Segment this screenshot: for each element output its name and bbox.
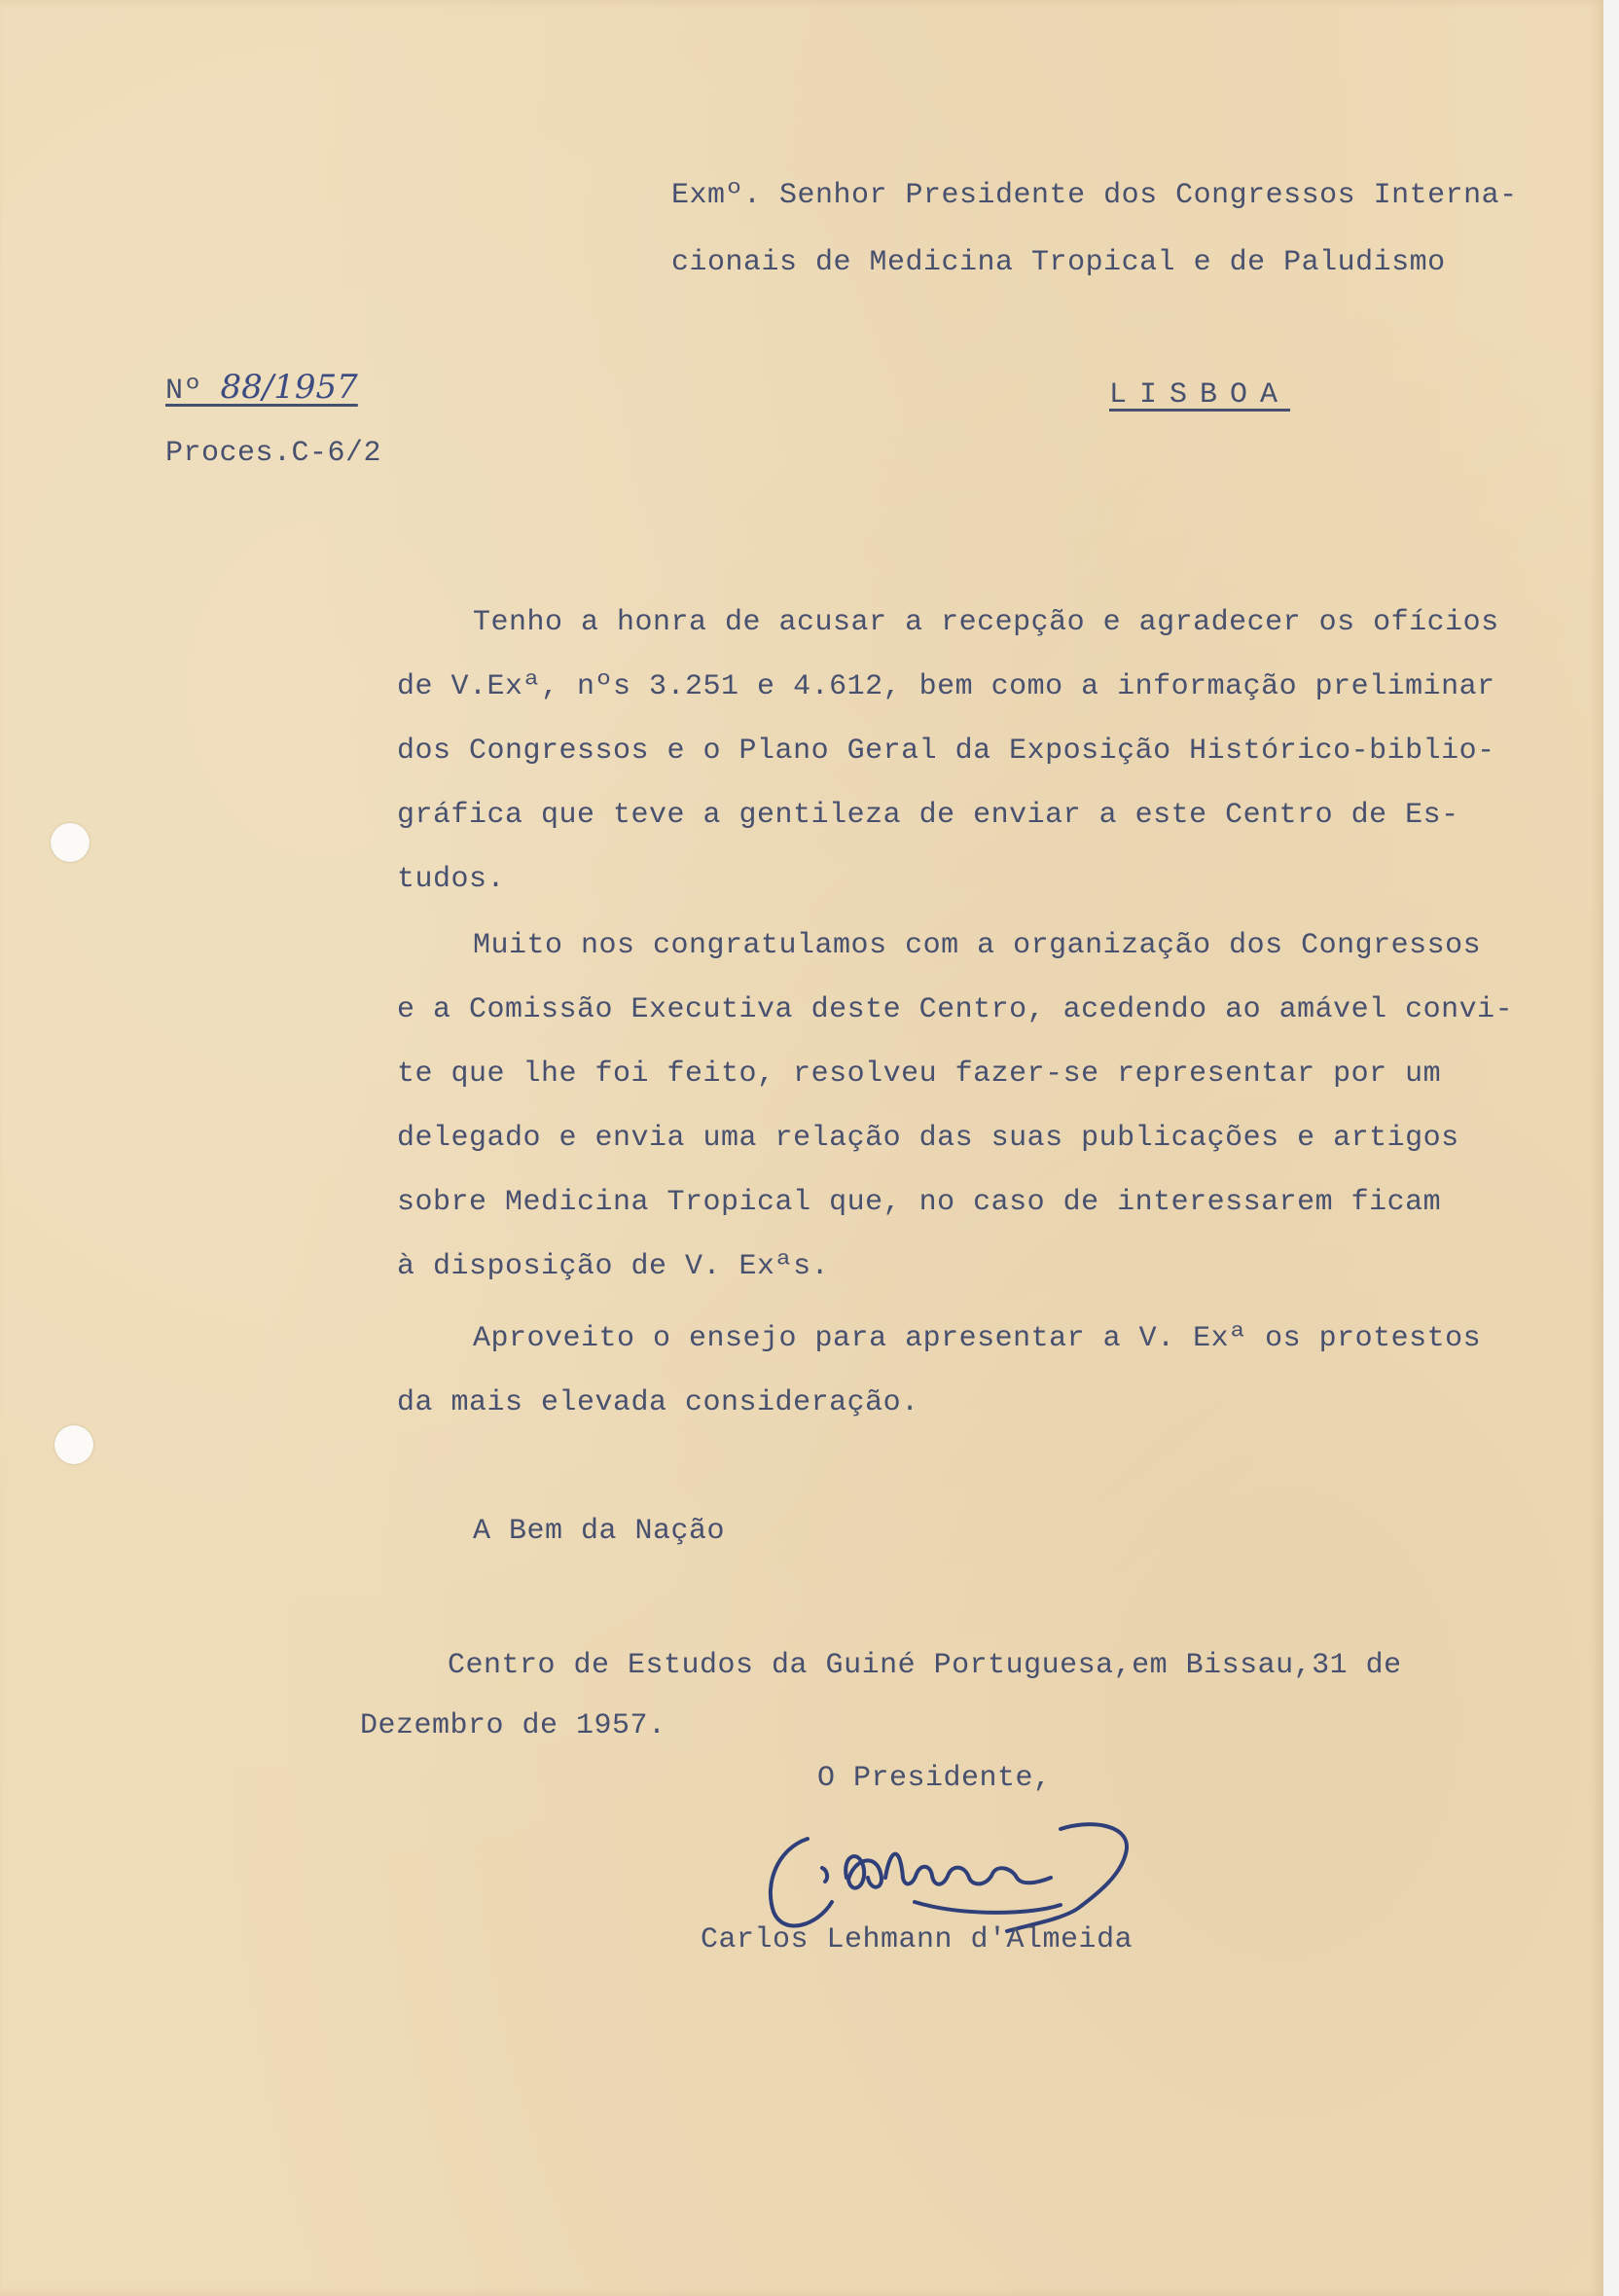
page-margin-background <box>1603 0 1619 2296</box>
body-paragraph-1-line: Tenho a honra de acusar a recepção e agradecer os ofícios <box>473 606 1499 639</box>
place-date-line-1: Centro de Estudos da Guiné Portuguesa,em Bissau,31 de <box>448 1649 1402 1682</box>
signatory-role: O Presidente, <box>817 1762 1052 1795</box>
process-reference: Proces.C-6/2 <box>165 437 382 470</box>
body-paragraph-2-line: e a Comissão Executiva deste Centro, acedendo ao amável convi- <box>397 993 1514 1026</box>
body-paragraph-1-line: gráfica que teve a gentileza de enviar a este Centro de Es- <box>397 799 1459 832</box>
body-paragraph-2-line: à disposição de V. Exªs. <box>397 1250 830 1283</box>
destination-city: LISBOA <box>1109 378 1291 412</box>
body-paragraph-1-line: tudos. <box>397 863 506 896</box>
body-paragraph-2-line: Muito nos congratulamos com a organização dos Congressos <box>473 929 1482 962</box>
body-paragraph-2-line: sobre Medicina Tropical que, no caso de interessarem ficam <box>397 1186 1442 1219</box>
place-date-line-2: Dezembro de 1957. <box>360 1709 666 1742</box>
body-paragraph-1-line: de V.Exª, nºs 3.251 e 4.612, bem como a informação preliminar <box>397 670 1495 703</box>
body-paragraph-3-line: da mais elevada consideração. <box>397 1386 919 1419</box>
body-paragraph-2-line: te que lhe foi feito, resolveu fazer-se representar por um <box>397 1058 1442 1091</box>
punch-hole <box>51 823 90 862</box>
reference-label: Nº <box>165 375 203 408</box>
closing-salutation: A Bem da Nação <box>473 1515 726 1548</box>
body-paragraph-3-line: Aproveito o ensejo para apresentar a V. Exª os protestos <box>473 1322 1482 1355</box>
reference-number <box>165 370 358 409</box>
punch-hole <box>54 1425 93 1464</box>
body-paragraph-1-line: dos Congressos e o Plano Geral da Exposição Histórico-biblio- <box>397 735 1495 768</box>
body-paragraph-2-line: delegado e envia uma relação das suas publicações e artigos <box>397 1122 1459 1155</box>
addressee-line-1: Exmº. Senhor Presidente dos Congressos Interna- <box>671 179 1518 212</box>
reference-number-handwritten: 88/1957 <box>220 368 358 407</box>
addressee-line-2: cionais de Medicina Tropical e de Paludismo <box>671 246 1446 279</box>
signatory-name: Carlos Lehmann d'Almeida <box>701 1923 1133 1956</box>
